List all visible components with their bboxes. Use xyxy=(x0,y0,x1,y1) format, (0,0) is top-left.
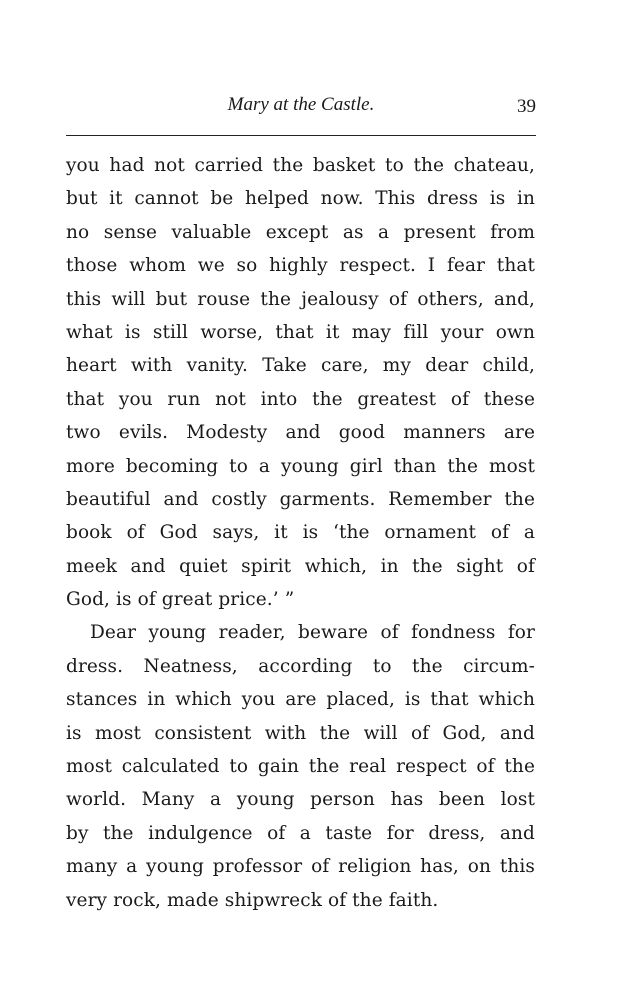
text-line: those whom we so highly respect. I fear that xyxy=(66,255,535,277)
text-line: most calculated to gain the real respect of the xyxy=(66,756,535,778)
header-rule xyxy=(66,135,536,136)
text-line: stances in which you are placed, is that which xyxy=(66,689,535,711)
text-line: that you run not into the greatest of these xyxy=(66,388,535,410)
text-line: Dear young reader, beware of fondness for xyxy=(90,622,535,644)
text-line: heart with vanity. Take care, my dear child, xyxy=(66,355,535,377)
page-number: 39 xyxy=(517,96,536,117)
text-line: dress. Neatness, according to the circum- xyxy=(66,655,535,677)
text-line: by the indulgence of a taste for dress, and xyxy=(66,822,535,844)
text-line: no sense valuable except as a present from xyxy=(66,221,535,243)
text-line: many a young professor of religion has, on this xyxy=(66,856,535,878)
text-line: is most consistent with the will of God, and xyxy=(66,722,535,744)
text-line: but it cannot be helped now. This dress is in xyxy=(66,188,535,210)
text-line: what is still worse, that it may fill your own xyxy=(66,321,535,343)
text-line: meek and quiet spirit which, in the sight of xyxy=(66,555,535,577)
text-line: world. Many a young person has been lost xyxy=(66,789,535,811)
text-line: very rock, made shipwreck of the faith. xyxy=(66,889,439,911)
text-line: two evils. Modesty and good manners are xyxy=(66,422,535,444)
text-line: beautiful and costly garments. Remember the xyxy=(66,488,535,510)
running-title: Mary at the Castle. xyxy=(227,94,375,115)
running-header xyxy=(66,94,536,124)
paragraph xyxy=(66,616,535,917)
page-body xyxy=(66,149,535,917)
text-line: book of God says, it is ‘the ornament of a xyxy=(66,522,535,544)
text-line: more becoming to a young girl than the most xyxy=(66,455,535,477)
text-line: this will but rouse the jealousy of others, and, xyxy=(66,288,535,310)
text-line: you had not carried the basket to the chateau, xyxy=(66,155,535,176)
text-line: God, is of great price.’ ” xyxy=(66,589,295,611)
paragraph xyxy=(66,149,535,616)
